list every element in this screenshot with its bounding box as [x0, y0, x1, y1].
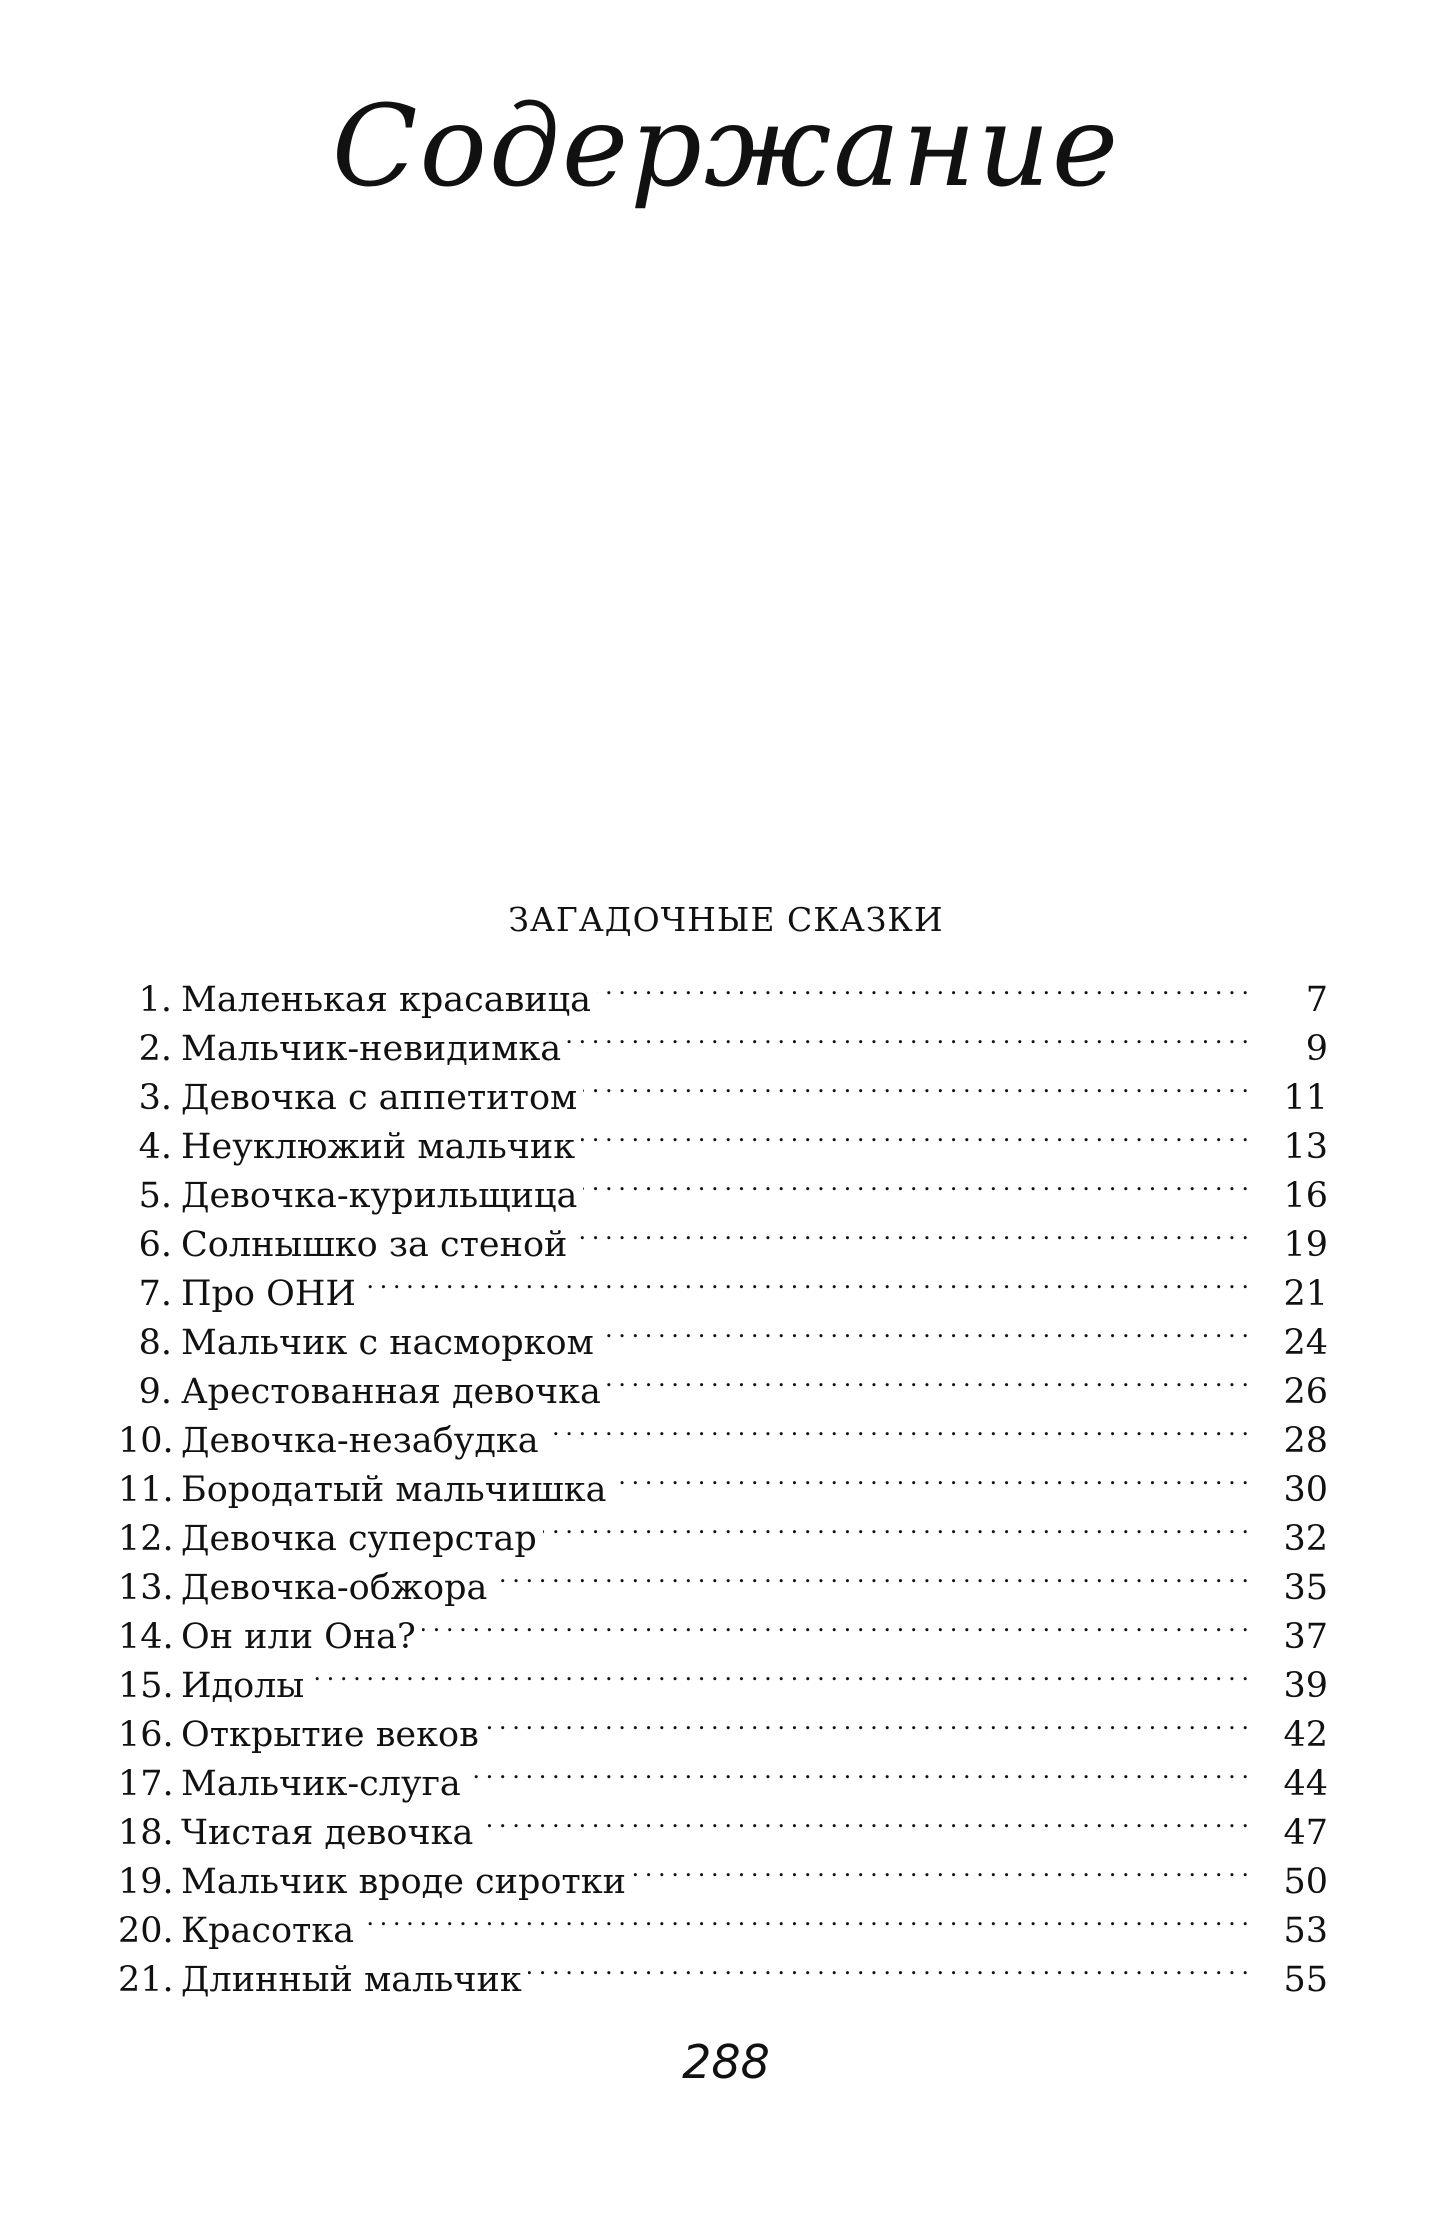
toc-dot-leader	[360, 1893, 1248, 1942]
toc-dot-leader	[467, 1746, 1248, 1795]
toc-entry-number: 13.	[118, 1568, 174, 1608]
toc-entry-title: Про ОНИ	[181, 1274, 356, 1314]
toc-dot-leader	[581, 1109, 1248, 1158]
toc-entry-page: 24	[1283, 1323, 1328, 1363]
toc-entry-page: 39	[1283, 1666, 1328, 1706]
toc-entry-page: 47	[1283, 1813, 1328, 1853]
toc-entry-number: 9.	[138, 1372, 172, 1412]
toc-entry-number: 10.	[118, 1421, 174, 1461]
toc-entry-title: Идолы	[181, 1666, 305, 1706]
toc-entry-title: Девочка суперстар	[181, 1519, 537, 1559]
toc-entry-number: 12.	[118, 1519, 174, 1559]
toc-entry-number: 7.	[138, 1274, 172, 1314]
toc-entry-title: Мальчик вроде сиротки	[181, 1862, 627, 1902]
toc-dot-leader	[567, 1011, 1248, 1060]
toc-dot-leader	[583, 1158, 1248, 1207]
toc-entry-title: Арестованная девочка	[181, 1372, 601, 1412]
toc-entry-number: 20.	[118, 1911, 174, 1951]
toc-entry-page: 16	[1283, 1176, 1328, 1216]
toc-entry-title: Открытие веков	[181, 1715, 479, 1755]
toc-dot-leader	[543, 1501, 1248, 1550]
toc-dot-leader	[545, 1403, 1248, 1452]
table-of-contents	[118, 962, 1328, 2000]
page-heading: Содержание	[331, 82, 1121, 212]
toc-dot-leader	[607, 1354, 1248, 1403]
toc-entry-page: 55	[1283, 1960, 1328, 2000]
toc-entry-number: 3.	[138, 1078, 172, 1118]
toc-dot-leader	[485, 1697, 1248, 1746]
toc-entry-title: Чистая девочка	[181, 1813, 474, 1853]
toc-entry-title: Красотка	[181, 1911, 355, 1951]
toc-entry-page: 19	[1283, 1225, 1328, 1265]
toc-entry-title: Мальчик-невидимка	[181, 1029, 562, 1069]
toc-entry-title: Девочка с аппетитом	[181, 1078, 578, 1118]
toc-entry-title: Неуклюжий мальчик	[181, 1127, 576, 1167]
toc-entry-page: 32	[1283, 1519, 1328, 1559]
toc-dot-leader	[583, 1060, 1248, 1109]
toc-entry-page: 7	[1305, 980, 1328, 1020]
toc-entry-page: 50	[1283, 1862, 1328, 1902]
toc-entry-page: 30	[1283, 1470, 1328, 1510]
toc-entry-title: Девочка-незабудка	[181, 1421, 539, 1461]
toc-entry-page: 9	[1305, 1029, 1328, 1069]
toc-entry-title: Он или Она?	[181, 1617, 416, 1657]
toc-entry-number: 1.	[138, 980, 172, 1020]
toc-entry	[118, 962, 1328, 1020]
toc-entry-page: 53	[1283, 1911, 1328, 1951]
toc-dot-leader	[573, 1207, 1248, 1256]
toc-entry-page: 42	[1283, 1715, 1328, 1755]
toc-entry-page: 44	[1283, 1764, 1328, 1804]
toc-entry-title: Бородатый мальчишка	[181, 1470, 607, 1510]
toc-entry-page: 37	[1283, 1617, 1328, 1657]
toc-entry-number: 4.	[138, 1127, 172, 1167]
page-number: 288	[682, 2035, 770, 2089]
toc-dot-leader	[528, 1942, 1248, 1991]
toc-dot-leader	[479, 1795, 1248, 1844]
toc-entry-number: 15.	[118, 1666, 174, 1706]
toc-entry-number: 14.	[118, 1617, 174, 1657]
toc-entry-number: 5.	[138, 1176, 172, 1216]
toc-dot-leader	[632, 1844, 1248, 1893]
toc-entry-number: 16.	[118, 1715, 174, 1755]
toc-dot-leader	[597, 962, 1248, 1011]
toc-entry-page: 21	[1283, 1274, 1328, 1314]
toc-entry-page: 11	[1283, 1078, 1328, 1118]
toc-dot-leader	[310, 1648, 1248, 1697]
toc-entry-number: 11.	[118, 1470, 174, 1510]
toc-dot-leader	[422, 1599, 1248, 1648]
toc-entry-page: 13	[1283, 1127, 1328, 1167]
toc-entry-number: 2.	[138, 1029, 172, 1069]
toc-entry-title: Мальчик-слуга	[181, 1764, 461, 1804]
toc-entry-page: 28	[1283, 1421, 1328, 1461]
toc-entry-title: Мальчик с насморком	[181, 1323, 594, 1363]
toc-entry-number: 21.	[118, 1960, 174, 2000]
toc-entry-title: Маленькая красавица	[181, 980, 592, 1020]
section-title: ЗАГАДОЧНЫЕ СКАЗКИ	[508, 900, 944, 939]
toc-entry-title: Солнышко за стеной	[181, 1225, 568, 1265]
toc-entry-page: 26	[1283, 1372, 1328, 1412]
toc-entry-number: 18.	[118, 1813, 174, 1853]
toc-entry-page: 35	[1283, 1568, 1328, 1608]
toc-entry-number: 19.	[118, 1862, 174, 1902]
toc-entry-title: Девочка-курильщица	[181, 1176, 578, 1216]
toc-dot-leader	[493, 1550, 1248, 1599]
toc-dot-leader	[362, 1256, 1248, 1305]
toc-dot-leader	[613, 1452, 1249, 1501]
toc-entry-number: 17.	[118, 1764, 174, 1804]
toc-entry-title: Девочка-обжора	[181, 1568, 488, 1608]
toc-dot-leader	[600, 1305, 1248, 1354]
toc-entry-number: 6.	[138, 1225, 172, 1265]
toc-entry-title: Длинный мальчик	[181, 1960, 522, 2000]
toc-entry-number: 8.	[138, 1323, 172, 1363]
